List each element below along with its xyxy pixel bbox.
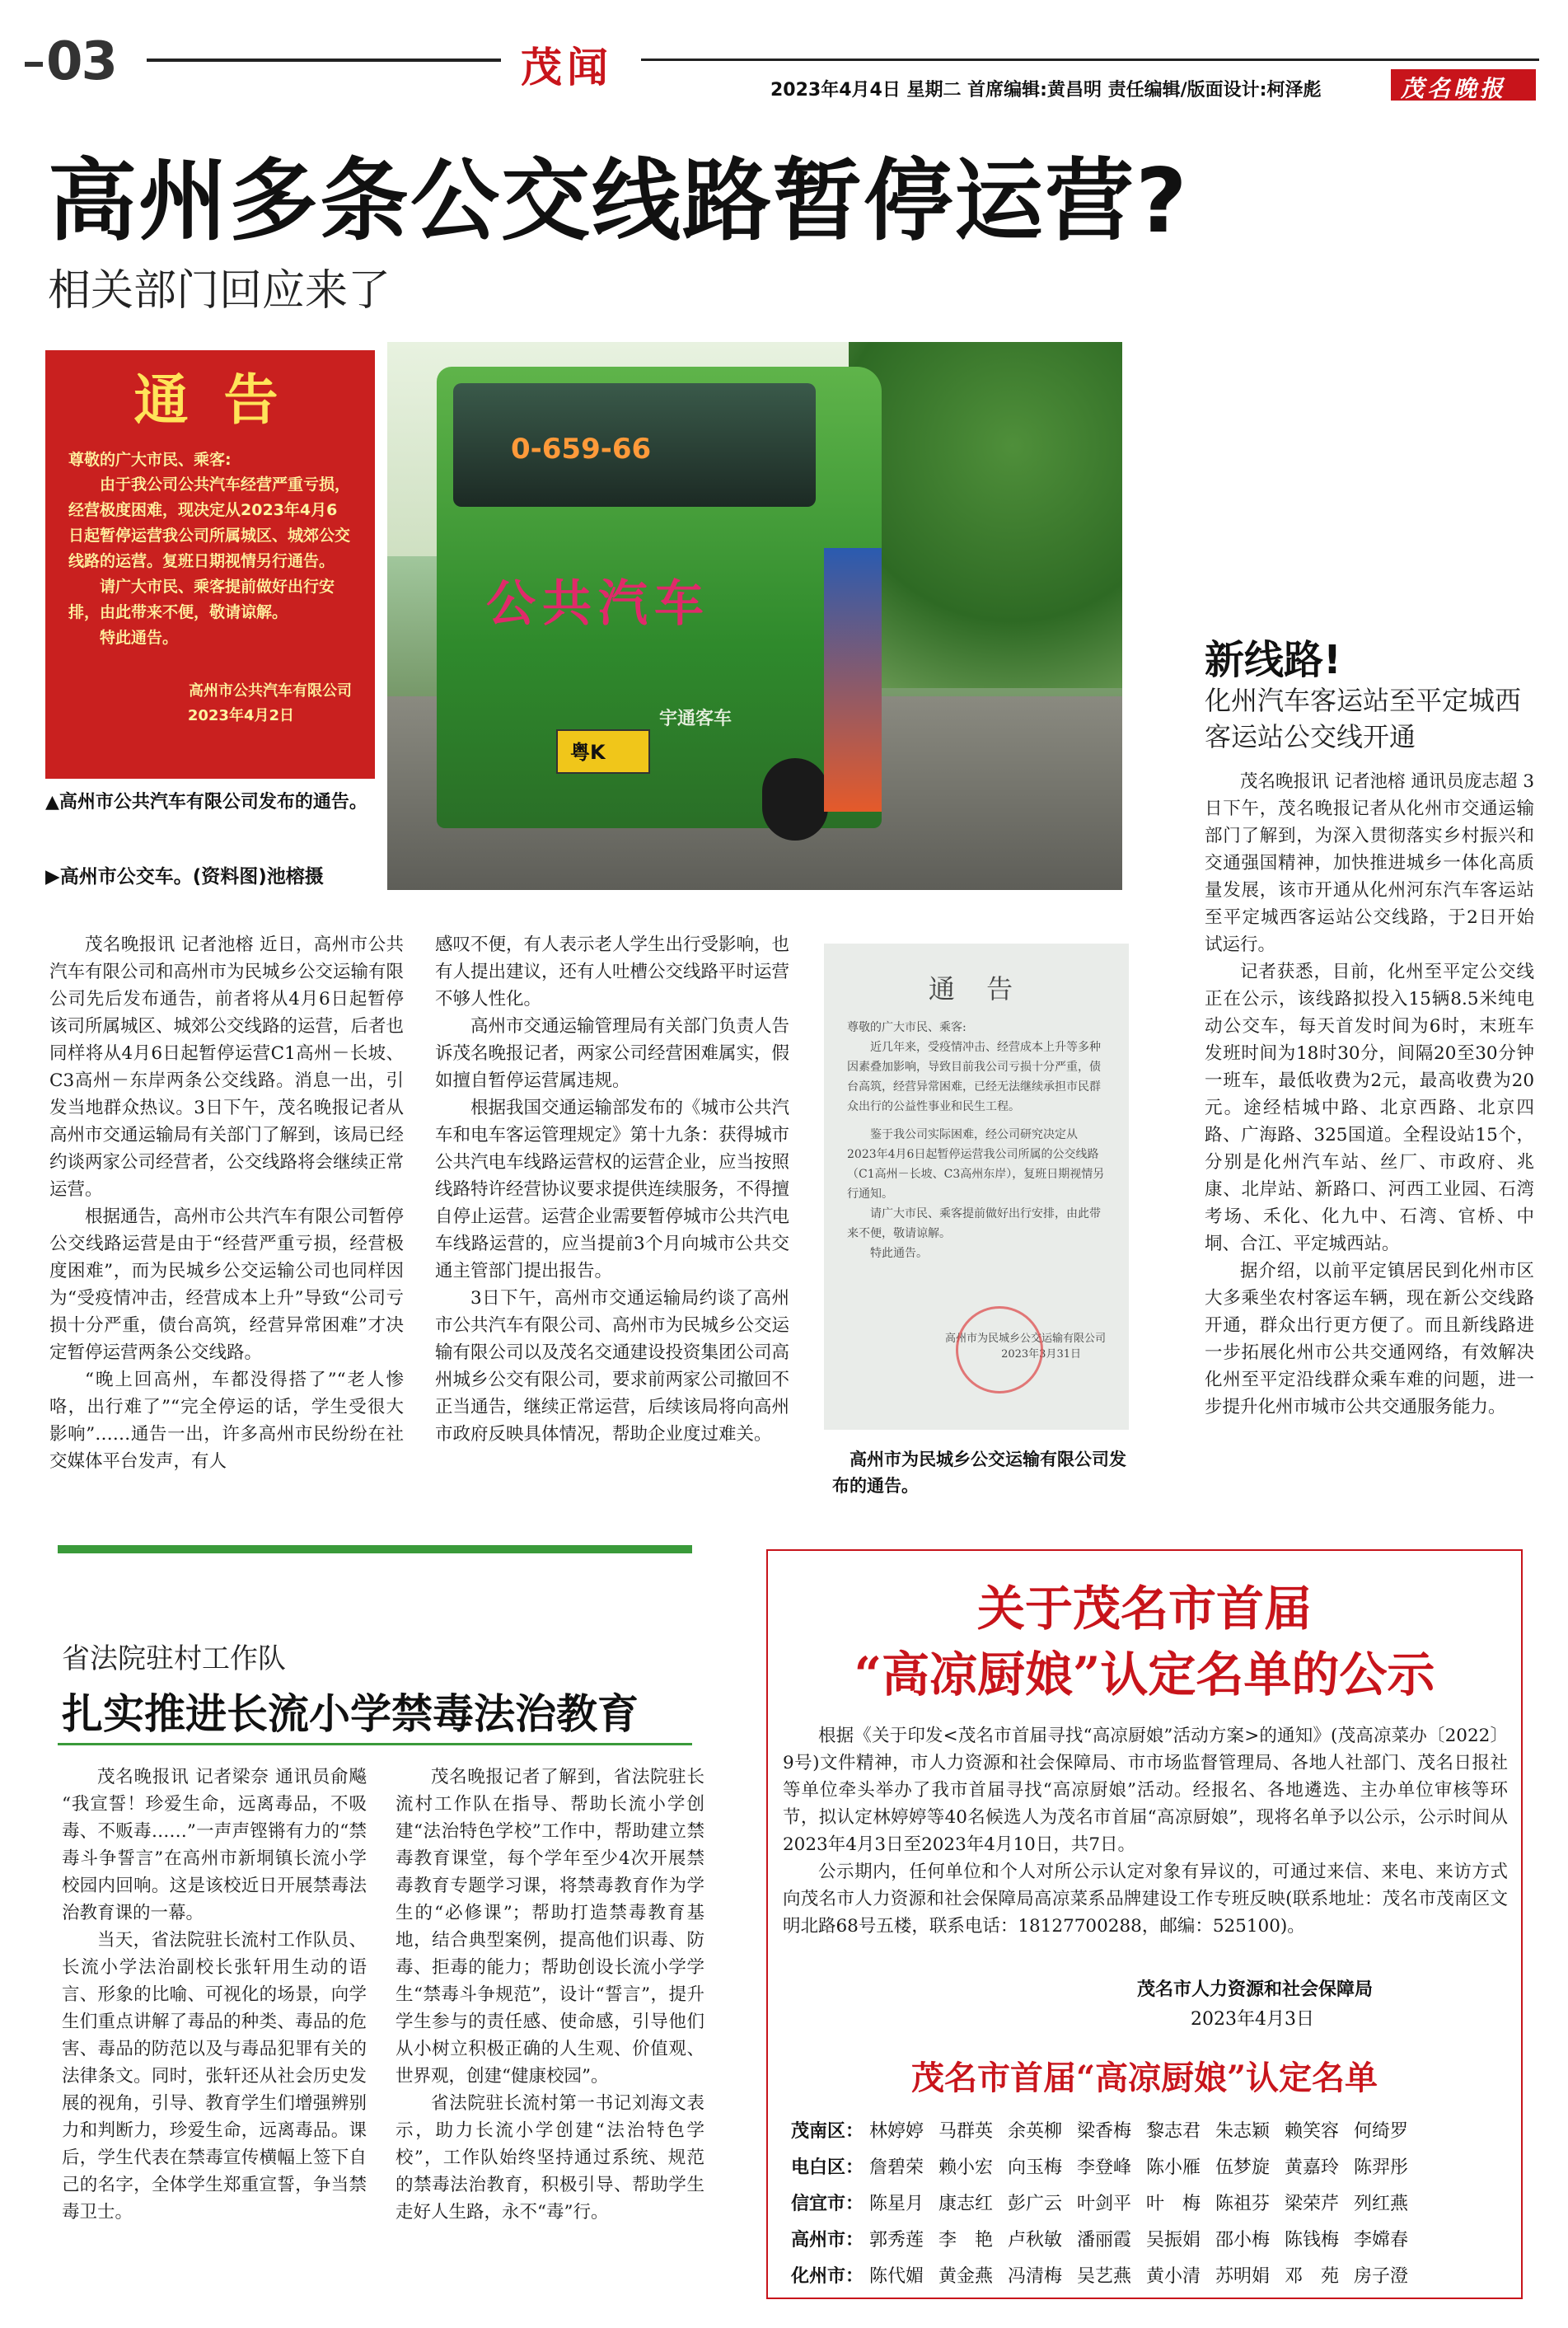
bottom-left-col2-p1: 茂名晚报记者了解到，省法院驻长流村工作队在指导、帮助长流小学创建“法治特色学校”工作中，帮助建立禁毒教育课堂，每个学年至少4次开展禁毒教育专题学习课，将禁毒教育作为学生的“必修课”；帮助打造禁毒教育基地，结合典型案例，提高他们识毒、防毒、拒毒的能力；帮助创设长流小学学生“禁毒斗争规范”，设计“誓言”，提升学生参与的责任感、使命感，引导他们从小树立积极正确的人生观、价值观、世界观，创建“健康校园”。 [396, 1767, 704, 2087]
chef-name: 何绮罗 [1354, 2120, 1409, 2142]
article-col1 [49, 931, 404, 1475]
subhead: 相关部门回应来了 [48, 266, 391, 316]
caption-bus-photo: ▶高州市公交车。(资料图)池榕摄 [45, 866, 324, 888]
chef-name: 康志红 [938, 2193, 994, 2214]
district-row [791, 2184, 1508, 2220]
green-rule-left [58, 1545, 692, 1553]
right-story-p1: 茂名晚报讯 记者池榕 通讯员庞志超 3日下午，茂名晚报记者从化州市交通运输部门了解到，为深入贯彻落实乡村振兴和交通强国精神，加快推进城乡一体化高质量发展，该市开通从化州河东汽车客运站至平定城西客运站公交线路，于2日开始试运行。 [1205, 771, 1534, 955]
notice-red-issuer: 高州市公共汽车有限公司 [189, 682, 352, 700]
district-name: 电白区： [791, 2157, 864, 2178]
paper-logo-text: 茂名晚报 [1401, 75, 1507, 102]
section-label: 茂闻 [521, 43, 613, 91]
name-list-title: 茂名市首届“高凉厨娘”认定名单 [910, 2059, 1378, 2097]
article-col2-p1: 感叹不便，有人表示老人学生出行受影响，也有人提出建议，还有人吐槽公交线路平时运营不够人性化。 [435, 934, 790, 1009]
chef-name: 叶 梅 [1146, 2193, 1201, 2214]
chef-name: 詹碧荣 [869, 2157, 924, 2178]
public-notice-title-2: “高凉厨娘”认定名单的公示 [854, 1646, 1435, 1703]
chef-name: 梁荣芹 [1285, 2193, 1340, 2214]
chef-name: 苏明娟 [1215, 2265, 1271, 2287]
chef-name: 余英柳 [1008, 2120, 1063, 2142]
public-notice-sign-date: 2023年4月3日 [1191, 2009, 1314, 2030]
caption-notice-white: 高州市为民城乡公交运输有限公司发布的通告。 [832, 1450, 1126, 1496]
chef-name: 赖笑容 [1285, 2120, 1340, 2142]
chef-name: 伍梦旋 [1215, 2157, 1271, 2178]
chef-name: 陈祖芬 [1215, 2193, 1271, 2214]
right-story-p3: 据介绍，以前平定镇居民到化州市区大多乘坐农村客运车辆，现在新公交线路开通，群众出行更方便了。而且新线路进一步拓展化州市公共交通网络，有效解决化州至平定沿线群众乘车难的问题，进一步提升化州市城市公共交通服务能力。 [1205, 1261, 1534, 1417]
notice-white-issuer: 高州市为民城乡公交运输有限公司 [944, 1333, 1106, 1345]
notice-white-body: 近几年来，受疫情冲击、经营成本上升等多种因素叠加影响，导致目前我公司亏损十分严重，债台高筑，经营异常困难，已经无法继续承担市民群众出行的公益性事业和民生工程。 [847, 1041, 1101, 1113]
bus-phone: 0-659-66 [511, 433, 652, 466]
right-story-subtitle: 化州汽车客运站至平定城西客运站公交线开通 [1205, 685, 1522, 752]
notice-white-date: 2023年3月31日 [1001, 1348, 1081, 1361]
bus-wheel [762, 758, 828, 841]
chef-name: 吴振娟 [1146, 2229, 1201, 2251]
bus-brand: 宇通客车 [659, 709, 733, 729]
bottom-left-col1-p2: 当天，省法院驻长流村工作队员、长流小学法治副校长张轩用生动的语言、形象的比喻、可视化的场景，向学生们重点讲解了毒品的种类、毒品的危害、毒品的防范以及与毒品犯罪有关的法律条文。同时，张轩还从社会历史发展的视角，引导、教育学生们增强辨别力和判断力，珍爱生命，远离毒品。课后，学生代表在禁毒宣传横幅上签下自己的名字，全体学生郑重宣誓，争当禁毒卫士。 [62, 1930, 367, 2223]
green-rule-left-bottom [58, 1743, 692, 1745]
bottom-left-col1-p1: 茂名晚报讯 记者梁奈 通讯员俞飚 “我宣誓！珍爱生命，远离毒品，不吸毒、不贩毒……”一声声铿锵有力的“禁毒斗争誓言”在高州市新垌镇长流小学校园内回响。这是该校近日开展禁毒法治教育课的一幕。 [62, 1767, 367, 1923]
caption-notice-red: ▲高州市公共汽车有限公司发布的通告。 [45, 792, 367, 813]
chef-name: 邵小梅 [1215, 2229, 1271, 2251]
chef-name: 向玉梅 [1008, 2157, 1063, 2178]
bus-plate-text: 粤K [570, 741, 606, 764]
notice-red-end: 特此通告。 [100, 629, 179, 647]
chef-name: 陈羿彤 [1354, 2157, 1409, 2178]
bus-photo [387, 342, 1122, 890]
notice-white-body2: 鉴于我公司实际困难，经公司研究决定从2023年4月6日起暂停运营我公司所属的公交线路（C1高州－长坡、C3高州东岸），复班日期视情另行通知。 [847, 1128, 1105, 1201]
notice-white-body3: 请广大市民、乘客提前做好出行安排，由此带来不便，敬请谅解。 [847, 1207, 1101, 1240]
notice-red-greeting: 尊敬的广大市民、乘客: [68, 451, 232, 469]
dateline: 2023年4月4日 星期二 首席编辑:黄昌明 责任编辑/版面设计:柯泽彪 [770, 80, 1322, 101]
bottom-left-kicker: 省法院驻村工作队 [62, 1642, 286, 1675]
notice-red-body: 由于我公司公共汽车经营严重亏损，经营极度困难，现决定从2023年4月6日起暂停运营我公司所属城区、城郊公交线路的运营。复班日期视情另行通告。 [68, 475, 351, 570]
notice-white-greeting: 尊敬的广大市民、乘客: [847, 1021, 967, 1034]
chef-name: 吴艺燕 [1077, 2265, 1132, 2287]
notice-white-title: 通 告 [928, 973, 1025, 1005]
public-notice-sign-org: 茂名市人力资源和社会保障局 [1137, 1979, 1374, 2000]
public-notice-body [783, 1722, 1508, 1940]
chef-name: 陈钱梅 [1285, 2229, 1340, 2251]
right-story-title: 新线路! [1205, 637, 1341, 683]
notice-white [824, 944, 1129, 1430]
public-notice-title-1: 关于茂名市首届 [976, 1581, 1312, 1637]
notice-red-title: 通 告 [133, 368, 287, 432]
notice-red [45, 350, 375, 779]
district-row [791, 2256, 1508, 2293]
chef-name: 赖小宏 [938, 2157, 994, 2178]
chef-name: 黄小清 [1146, 2265, 1201, 2287]
header-rule-right [641, 59, 1539, 61]
article-col2-p3: 根据我国交通运输部发布的《城市公共汽车和电车客运管理规定》第十九条：获得城市公共汽电车线路运营权的运营企业，应当按照线路特许经营协议要求提供连续服务，不得擅自停止运营。运营企业需要暂停城市公共汽电车线路运营的，应当提前3个月向城市公共交通主管部门提出报告。 [435, 1098, 790, 1281]
chef-name: 潘丽霞 [1077, 2229, 1132, 2251]
chef-name: 陈小雁 [1146, 2157, 1201, 2178]
district-row [791, 2111, 1508, 2148]
public-notice-p1: 根据《关于印发<茂名市首届寻找“高凉厨娘”活动方案>的通知》(茂高凉菜办〔2022〕9号)文件精神，市人力资源和社会保障局、市市场监督管理局、各地人社部门、茂名日报社等单位牵头举办了我市首届寻找“高凉厨娘”活动。经报名、各地遴选、主办单位审核等环节，拟认定林婷婷等40名候选人为茂名市首届“高凉厨娘”，现将名单予以公示，公示时间从2023年4月3日至2023年4月10日，共7日。 [783, 1726, 1508, 1855]
red-seal [956, 1306, 1043, 1394]
bus-side-text: 公共汽车 [486, 575, 710, 633]
district-name: 高州市： [791, 2229, 864, 2251]
article-col2-p4: 3日下午，高州市交通运输局约谈了高州市公共汽车有限公司、高州市为民城乡公交运输有限公司以及茂名交通建设投资集团公司高州城乡公交有限公司，要求前两家公司撤回不正当通告，继续正常运营，后续该局将向高州市政府反映具体情况，帮助企业度过难关。 [435, 1288, 790, 1445]
bottom-left-title: 扎实推进长流小学禁毒法治教育 [62, 1690, 639, 1738]
bottom-left-col2 [396, 1764, 704, 2226]
chef-name: 梁香梅 [1077, 2120, 1132, 2142]
bus-ad-panel [824, 548, 882, 812]
header-rule [147, 59, 501, 62]
bottom-left-col2-p2: 省法院驻长流村第一书记刘海文表示，助力长流小学创建“法治特色学校”，工作队始终坚持通过系统、规范的禁毒法治教育，积极引导、帮助学生走好人生路，永不“毒”行。 [396, 2093, 704, 2223]
district-row [791, 2220, 1508, 2256]
chef-name: 陈代媚 [869, 2265, 924, 2287]
chef-name: 黎志君 [1146, 2120, 1201, 2142]
right-story-p2: 记者获悉，目前，化州至平定公交线正在公示，该线路拟投入15辆8.5米纯电动公交车，每天首发时间为6时，末班车发班时间为18时30分，间隔20至30分钟一班车，最低收费为2元，最高收费为20元。途经桔城中路、北京西路、北京四路、广海路、325国道。全程设站15个，分别是化州汽车站、丝厂、市政府、兆康、北岸站、新路口、河西工业园、石湾考场、禾化、化九中、石湾、官桥、中垌、合江、平定城西站。 [1205, 962, 1534, 1254]
chef-name: 黄嘉玲 [1285, 2157, 1340, 2178]
chef-name: 郭秀莲 [869, 2229, 924, 2251]
chef-name: 卢秋敏 [1008, 2229, 1063, 2251]
headline: 高州多条公交线路暂停运营? [48, 150, 1189, 253]
chef-name: 列红燕 [1354, 2193, 1409, 2214]
chef-name: 叶剑平 [1077, 2193, 1132, 2214]
notice-red-date: 2023年4月2日 [187, 707, 294, 724]
notice-red-body2: 请广大市民、乘客提前做好出行安排，由此带来不便，敬请谅解。 [68, 578, 335, 621]
district-name: 化州市： [791, 2265, 864, 2287]
public-notice-p2: 公示期内，任何单位和个人对所公示认定对象有异议的，可通过来信、来电、来访方式向茂名市人力资源和社会保障局高凉菜系品牌建设工作专班反映(联系地址：茂名市茂南区文明北路68号五楼，联系电话：18127700288，邮编：525100)。 [783, 1862, 1508, 1937]
article-col1-p3: “晚上回高州，车都没得搭了”“老人惨咯，出行难了”“完全停运的话，学生受很大影响”……通告一出，许多高州市民纷纷在社交媒体平台发声，有人 [49, 1370, 404, 1472]
district-row [791, 2148, 1508, 2184]
chef-name: 林婷婷 [869, 2120, 924, 2142]
chef-name: 李嫦春 [1354, 2229, 1409, 2251]
article-col2 [435, 931, 789, 1448]
district-name: 茂南区： [791, 2120, 864, 2142]
chef-name: 陈星月 [869, 2193, 924, 2214]
article-col2-p2: 高州市交通运输管理局有关部门负责人告诉茂名晚报记者，两家公司经营困难属实，假如擅自暂停运营属违规。 [435, 1016, 790, 1091]
trees [849, 342, 1122, 688]
chef-name: 房子澄 [1354, 2265, 1409, 2287]
page-number: 03 [25, 31, 116, 92]
notice-white-end: 特此通告。 [870, 1247, 928, 1260]
chef-name: 黄金燕 [938, 2265, 994, 2287]
chef-name: 马群英 [938, 2120, 994, 2142]
chef-name: 朱志颖 [1215, 2120, 1271, 2142]
chef-name: 李登峰 [1077, 2157, 1132, 2178]
chef-name: 李 艳 [938, 2229, 994, 2251]
name-list [791, 2111, 1508, 2293]
right-story-body [1205, 768, 1534, 1421]
chef-name: 彭广云 [1008, 2193, 1063, 2214]
bottom-left-col1 [62, 1764, 367, 2226]
article-col1-p2: 根据通告，高州市公共汽车有限公司暂停公交线路运营是由于“经营严重亏损，经营极度困难”，而为民城乡公交运输公司也同样因为“受疫情冲击，经营成本上升”导致“公司亏损十分严重，债台高筑，经营异常困难”才决定暂停运营两条公交线路。 [49, 1206, 405, 1363]
chef-name: 冯清梅 [1008, 2265, 1063, 2287]
chef-name: 邓 苑 [1285, 2265, 1340, 2287]
article-col1-p1: 茂名晚报讯 记者池榕 近日，高州市公共汽车有限公司和高州市为民城乡公交运输有限公司先后发布通告，前者将从4月6日起暂停该司所属城区、城郊公交线路的运营，后者也同样将从4月6日起暂停运营C1高州－长坡、C3高州－东岸两条公交线路。消息一出，引发当地群众热议。3日下午，茂名晚报记者从高州市交通运输局有关部门了解到，该局已经约谈两家公司经营者，公交线路将会继续正常运营。 [49, 934, 405, 1200]
district-name: 信宜市： [791, 2193, 864, 2214]
